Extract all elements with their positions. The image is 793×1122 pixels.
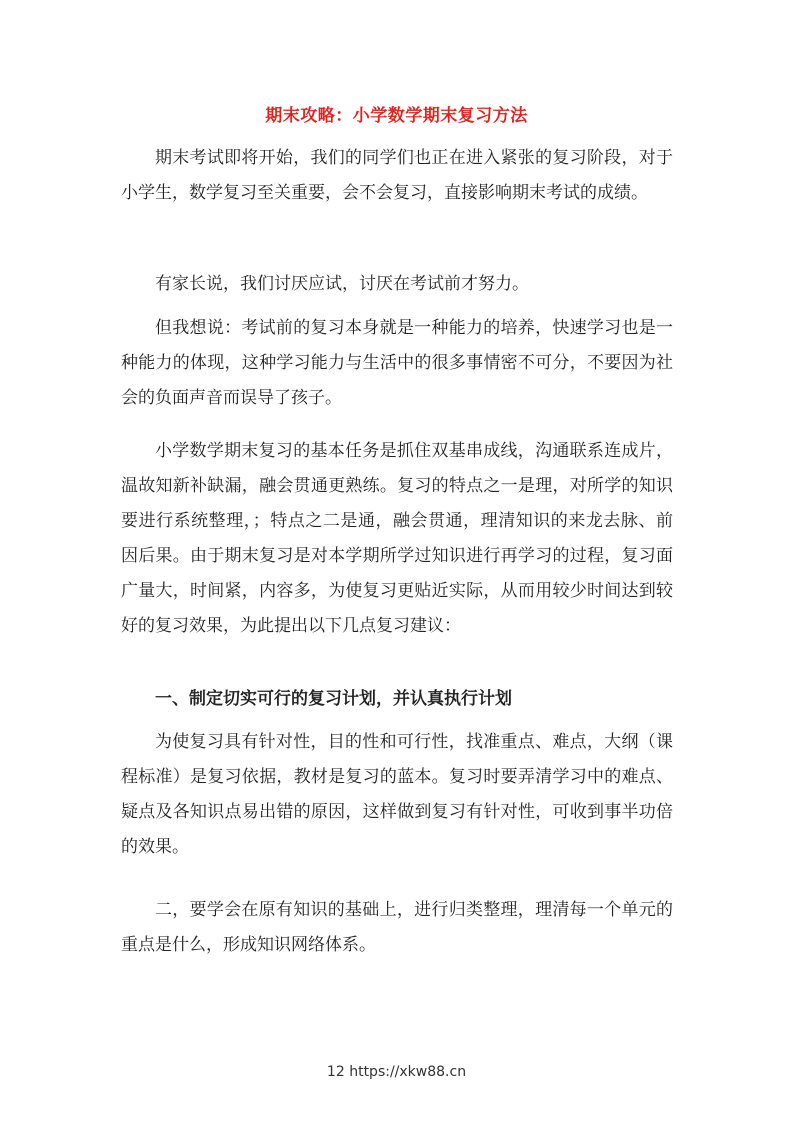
- page-number: 12: [326, 1064, 345, 1080]
- document-title: 期末攻略：小学数学期末复习方法: [265, 106, 528, 126]
- paragraph-parents: 有家长说，我们讨厌应试，讨厌在考试前才努力。: [155, 274, 529, 294]
- paragraph-plan: 为使复习具有针对性，目的性和可行性，找准重点、难点，大纲（课程标准）是复习依据，教材是复习的蓝本。复习时要弄清学习中的难点、疑点及各知识点易出错的原因，这样做到复习有针对性，可收到事半功倍的效果。: [121, 732, 673, 857]
- footer-url[interactable]: https://xkw88.cn: [349, 1064, 467, 1080]
- paragraph-opinion: 但我想说：考试前的复习本身就是一种能力的培养，快速学习也是一种能力的体现，这种学习能力与生活中的很多事情密不可分，不要因为社会的负面声音而误导了孩子。: [121, 318, 673, 408]
- page-footer: [0, 1062, 793, 1082]
- paragraph-intro: 期末考试即将开始，我们的同学们也正在进入紧张的复习阶段，对于小学生，数学复习至关重要，会不会复习，直接影响期末考试的成绩。: [121, 148, 673, 203]
- section-heading-plan: 一、制定切实可行的复习计划，并认真执行计划: [155, 689, 512, 709]
- paragraph-organize: 二，要学会在原有知识的基础上，进行归类整理，理清每一个单元的重点是什么，形成知识网络体系。: [121, 900, 673, 955]
- paragraph-tasks: 小学数学期末复习的基本任务是抓住双基串成线，沟通联系连成片，温故知新补缺漏，融会贯通更熟练。复习的特点之一是理，对所学的知识要进行系统整理，；特点之二是通，融会贯通，理清知识的来龙去脉、前因后果。由于期末复习是对本学期所学过知识进行再学习的过程，复习面广量大，时间紧，内容多，为使复习更贴近实际，从而用较少时间达到较好的复习效果，为此提出以下几点复习建议：: [121, 441, 673, 636]
